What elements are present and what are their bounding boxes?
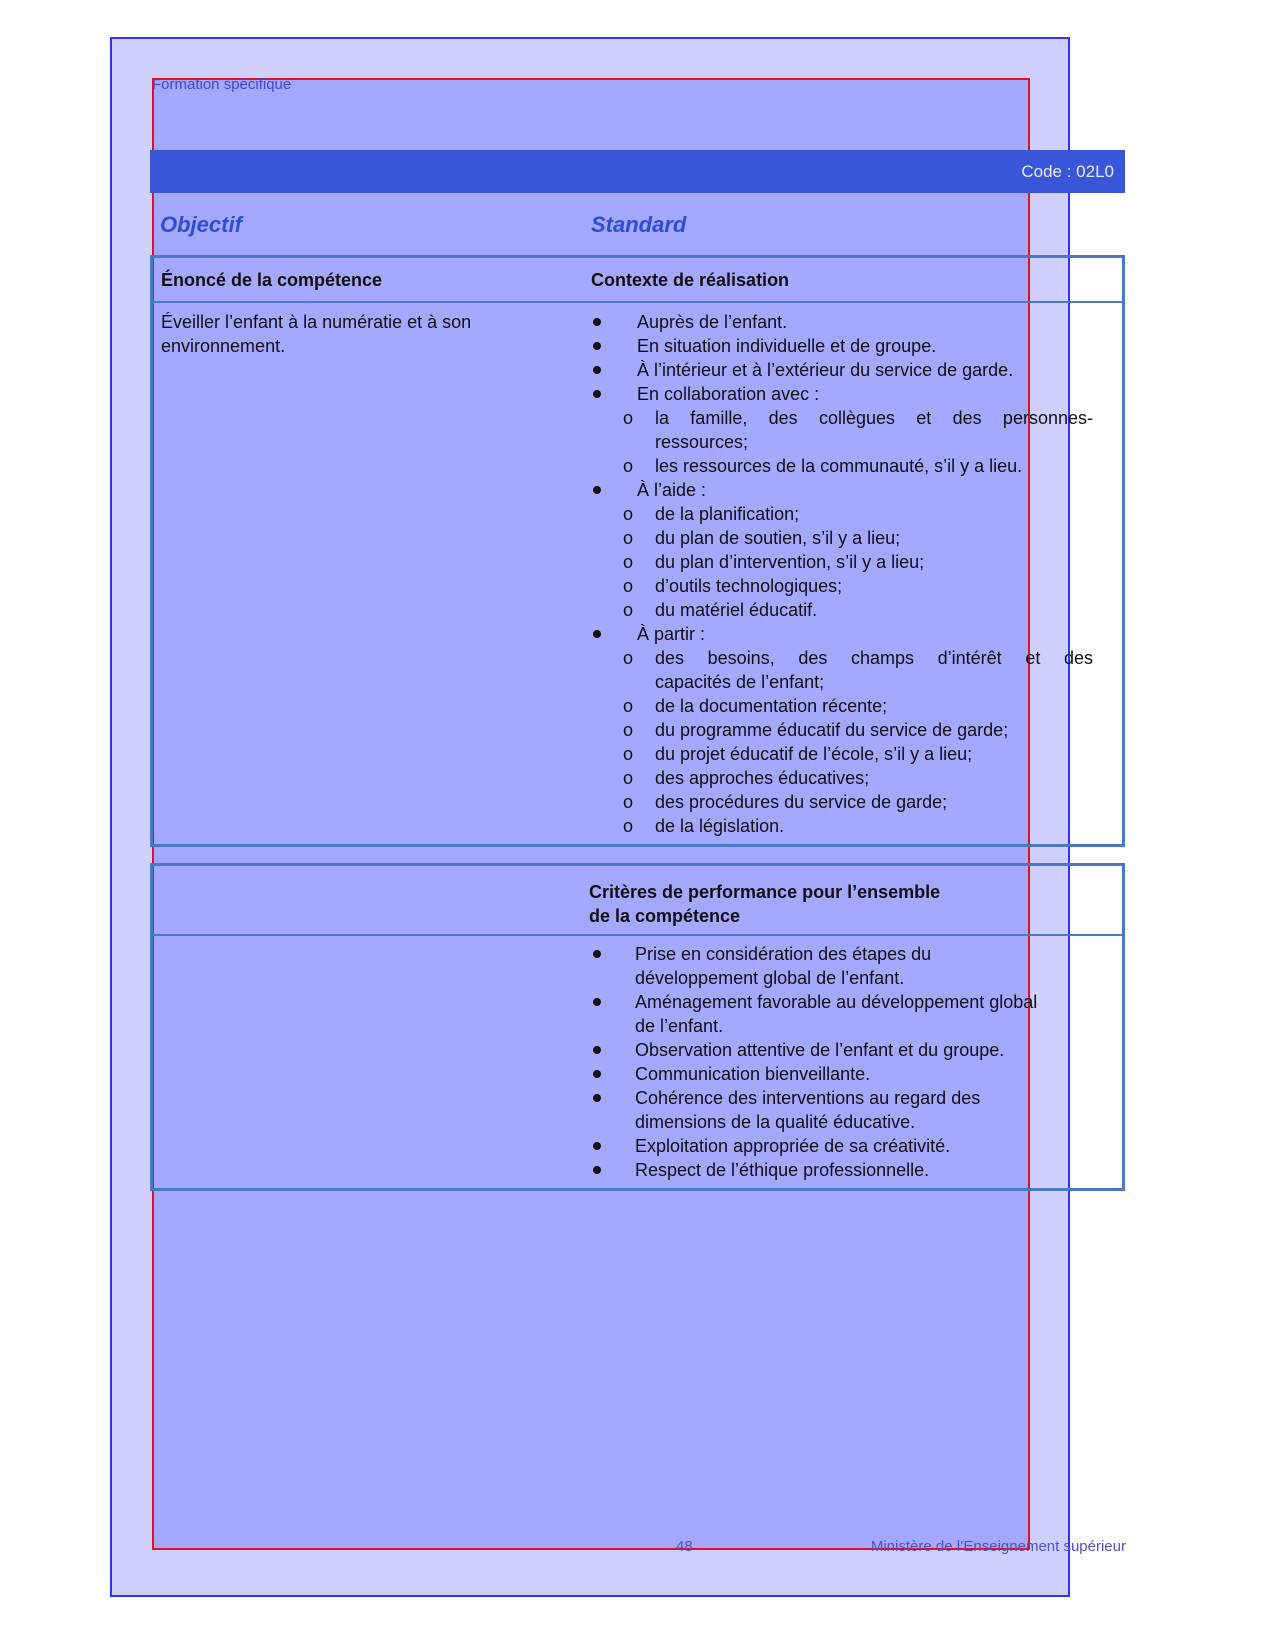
bullet-icon <box>593 1046 601 1054</box>
criteria-line: Aménagement favorable au développement global <box>635 992 1038 1012</box>
sub-bullet-icon: o <box>623 504 634 524</box>
criteria-header-line: Critères de performance pour l’ensemble <box>589 882 941 902</box>
competence-header: Énoncé de la compétence <box>161 270 383 290</box>
context-line: du matériel éducatif. <box>655 600 818 620</box>
criteria-item <box>593 1134 1113 1158</box>
context-line: À l’aide : <box>637 480 707 500</box>
criteria-item <box>593 942 1113 990</box>
bullet-icon <box>593 1166 601 1174</box>
context-sub-item <box>593 502 1093 526</box>
sub-bullet-icon: o <box>623 792 634 812</box>
criteria-line: Prise en considération des étapes du <box>635 944 932 964</box>
context-line: de la planification; <box>655 504 800 524</box>
context-line: des procédures du service de garde; <box>655 792 948 812</box>
sub-bullet-icon: o <box>623 648 634 668</box>
bullet-icon <box>593 342 601 350</box>
criteria-line: développement global de l’enfant. <box>635 968 905 988</box>
bullet-icon <box>593 486 601 494</box>
context-sub-item <box>593 598 1093 622</box>
context-line: des approches éducatives; <box>655 768 870 788</box>
bullet-icon <box>593 630 601 638</box>
context-line: des besoins, des champs d’intérêt et des <box>655 648 1093 668</box>
bullet-icon <box>593 1094 601 1102</box>
context-line: du projet éducatif de l’école, s’il y a lieu; <box>655 744 973 764</box>
context-sub-item <box>593 406 1093 454</box>
context-sub-item <box>593 790 1093 814</box>
context-sub-item <box>593 646 1093 694</box>
sub-bullet-icon: o <box>623 696 634 716</box>
criteria-header <box>589 880 940 928</box>
context-line: Auprès de l’enfant. <box>637 312 788 332</box>
context-sub-item <box>593 454 1093 478</box>
context-list <box>593 310 1093 838</box>
context-line: À partir : <box>637 624 706 644</box>
context-bullet-item <box>593 334 1093 358</box>
context-sub-item <box>593 766 1093 790</box>
code-label-text: Code : <box>1021 162 1072 181</box>
sub-bullet-icon: o <box>623 600 634 620</box>
context-bullet-item <box>593 310 1093 334</box>
sub-bullet-icon: o <box>623 528 634 548</box>
context-bullet-item <box>593 622 1093 646</box>
objectif-heading: Objectif <box>160 212 242 237</box>
context-line: En collaboration avec : <box>637 384 820 404</box>
competence-table <box>150 255 1125 847</box>
criteria-item <box>593 1086 1113 1134</box>
context-line: d’outils technologiques; <box>655 576 843 596</box>
context-sub-item <box>593 526 1093 550</box>
context-bullet-item <box>593 358 1093 382</box>
criteria-list-container <box>593 942 1113 1182</box>
context-list-container <box>593 310 1093 838</box>
competence-statement <box>161 310 581 358</box>
criteria-line: Cohérence des interventions au regard des <box>635 1088 981 1108</box>
context-line: la famille, des collègues et des personnes- <box>655 408 1093 428</box>
sub-bullet-icon: o <box>623 720 634 740</box>
bullet-icon <box>593 318 601 326</box>
context-bullet-item <box>593 382 1093 406</box>
context-line: les ressources de la communauté, s’il y a lieu. <box>655 456 1023 476</box>
table-header-rule <box>153 301 1122 303</box>
bullet-icon <box>593 1142 601 1150</box>
criteria-line: Respect de l’éthique professionnelle. <box>635 1160 930 1180</box>
ministry-name: Ministère de l’Enseignement supérieur <box>870 1538 1126 1555</box>
context-line: capacités de l’enfant; <box>655 672 825 692</box>
criteria-line: de l’enfant. <box>635 1016 724 1036</box>
context-line: À l’intérieur et à l’extérieur du service de garde. <box>637 360 1014 380</box>
bullet-icon <box>593 390 601 398</box>
bullet-icon <box>593 998 601 1006</box>
sub-bullet-icon: o <box>623 408 634 428</box>
context-line: du plan de soutien, s’il y a lieu; <box>655 528 901 548</box>
criteria-line: Communication bienveillante. <box>635 1064 871 1084</box>
context-sub-item <box>593 742 1093 766</box>
sub-bullet-icon: o <box>623 576 634 596</box>
context-line: En situation individuelle et de groupe. <box>637 336 937 356</box>
criteria-item <box>593 1158 1113 1182</box>
context-sub-item <box>593 574 1093 598</box>
context-sub-item <box>593 550 1093 574</box>
criteria-item <box>593 1062 1113 1086</box>
criteria-line: dimensions de la qualité éducative. <box>635 1112 916 1132</box>
code-label <box>1021 162 1114 182</box>
context-line: de la documentation récente; <box>655 696 888 716</box>
context-line: du programme éducatif du service de garde; <box>655 720 1009 740</box>
criteria-line: Exploitation appropriée de sa créativité. <box>635 1136 951 1156</box>
code-value: 02L0 <box>1076 162 1114 181</box>
page-number: 48 <box>676 1538 693 1555</box>
context-line: du plan d’intervention, s’il y a lieu; <box>655 552 925 572</box>
context-sub-item <box>593 694 1093 718</box>
bullet-icon <box>593 950 601 958</box>
competence-line: Éveiller l’enfant à la numératie et à son <box>161 312 472 332</box>
sub-bullet-icon: o <box>623 744 634 764</box>
context-line: ressources; <box>655 432 749 452</box>
running-header: Formation spécifique <box>152 76 292 93</box>
criteria-line: Observation attentive de l’enfant et du groupe. <box>635 1040 1005 1060</box>
criteria-item <box>593 1038 1113 1062</box>
criteria-item <box>593 990 1113 1038</box>
criteria-header-line: de la compétence <box>589 906 741 926</box>
bullet-icon <box>593 1070 601 1078</box>
sub-bullet-icon: o <box>623 552 634 572</box>
criteria-list <box>593 942 1113 1182</box>
sub-bullet-icon: o <box>623 816 634 836</box>
table-header-rule <box>153 934 1122 936</box>
sub-bullet-icon: o <box>623 456 634 476</box>
context-header: Contexte de réalisation <box>591 270 790 290</box>
context-line: de la législation. <box>655 816 785 836</box>
title-band <box>150 150 1125 193</box>
context-sub-item <box>593 718 1093 742</box>
context-bullet-item <box>593 478 1093 502</box>
sub-bullet-icon: o <box>623 768 634 788</box>
context-sub-item <box>593 814 1093 838</box>
competence-line: environnement. <box>161 336 286 356</box>
bullet-icon <box>593 366 601 374</box>
criteria-table <box>150 863 1125 1191</box>
standard-heading: Standard <box>591 212 687 237</box>
